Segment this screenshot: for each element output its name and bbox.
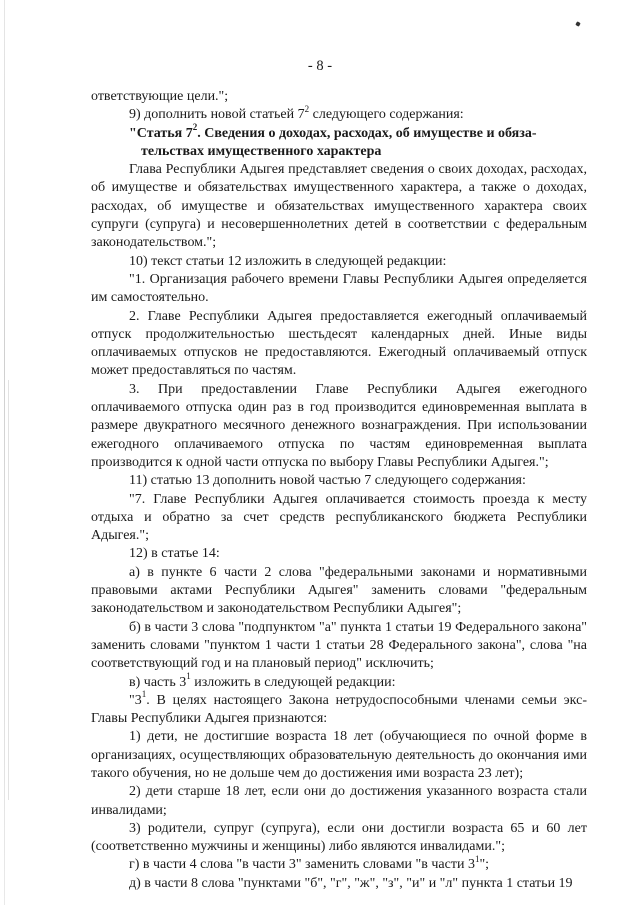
text-run: 9) дополнить новой статьей 7	[129, 107, 305, 123]
paragraph: а) в пункте 6 части 2 слова "федеральными законами и нормативными правовыми актами Республики Адыгея" заменить словами "федеральным законодательством и законодательством Республики Адыгея";	[91, 564, 587, 617]
paragraph: 12) в статье 14:	[129, 546, 220, 562]
article-heading-continuation: тельствах имущественного характера	[141, 143, 382, 159]
paragraph: "1. Организация рабочего времени Главы Республики Адыгея определяется им самостоятельно.	[91, 271, 587, 306]
scan-edge-line	[4, 0, 5, 905]
document-body	[91, 88, 587, 893]
paragraph: ответствующие цели.";	[91, 89, 229, 104]
superscript: 1	[474, 853, 480, 864]
text-run: г) в части 4 слова "в части 3" заменить словами "в части 3	[129, 857, 475, 873]
paragraph: 3. При предоставлении Главе Республики Адыгея ежегодного оплачиваемого отпуска один раз в год производится единовременная выплата в размере двукратного месячного денежного вознаграждения. При использовании ежегодного оплачиваемого отпуска по частям единовременная выплата производится к одной части отпуска по выбору Главы Республики Адыгея.";	[91, 381, 587, 470]
scan-speck	[575, 21, 580, 26]
paragraph: д) в части 8 слова "пунктами "б", "г", "ж", "з", "и" и "л" пункта 1 статьи 19	[129, 875, 573, 891]
paragraph	[91, 103, 587, 124]
paragraph: 2) дети старше 18 лет, если они до достижения указанного возраста стали инвалидами;	[91, 784, 587, 818]
text-run: "Статья 7	[129, 125, 193, 141]
paragraph	[91, 689, 587, 729]
paragraph: 11) статью 13 дополнить новой частью 7 следующего содержания:	[129, 473, 526, 489]
superscript: 1	[141, 689, 147, 700]
text-run: в) часть 3	[129, 674, 187, 690]
paragraph: б) в части 3 слова "подпунктом "а" пункта 1 статьи 19 Федерального закона" заменить словами "пунктом 1 части 1 статьи 28 Федерального закона", слова "на соответствующий год и на плановый период" исключить;	[91, 619, 587, 672]
text-run: . В целях настоящего Закона нетрудоспособными членами семьи экс-Главы Республики Адыгея признаются:	[91, 692, 587, 727]
paragraph	[91, 670, 587, 692]
paragraph: 2. Главе Республики Адыгея предоставляется ежегодный оплачиваемый отпуск продолжительностью шестьдесят календарных дней. Иные виды оплачиваемых отпусков не предоставляются. Ежегодный оплачиваемый отпуск может предоставляться по частям.	[91, 308, 587, 379]
paragraph: 10) текст статьи 12 изложить в следующей редакции:	[129, 253, 447, 269]
article-heading	[91, 121, 587, 162]
superscript: 2	[304, 103, 310, 114]
page-number: - 8 -	[307, 58, 333, 74]
text-run: ";	[479, 857, 490, 873]
superscript: 2	[192, 121, 198, 132]
superscript: 1	[186, 670, 191, 681]
paragraph: "7. Главе Республики Адыгея оплачивается стоимость проезда к месту отдыха и обратно за счет средств республиканского бюджета Республики Адыгея.";	[91, 491, 587, 544]
text-run: "3	[129, 692, 142, 708]
paragraph: 1) дети, не достигшие возраста 18 лет (обучающиеся по очной форме в организациях, осуществляющих образовательную деятельность до окончания ими такого обучения, но не дольше чем до достижения ими возраста 23 лет);	[91, 729, 587, 781]
text-run: следующего содержания:	[309, 107, 464, 123]
scan-edge-line	[8, 380, 9, 800]
paragraph: 3) родители, супруг (супруга), если они достигли возраста 65 и 60 лет (соответственно мужчины и женщины) либо являются инвалидами.";	[91, 820, 587, 855]
text-run: изложить в следующей редакции:	[190, 674, 396, 690]
paragraph: Глава Республики Адыгея представляет сведения о своих доходах, расходах, об имуществе и обязательствах имущественного характера, а также о доходах, расходах, об имуществе и обязательствах имущественного характера своих супруги (супруга) и несовершеннолетних детей в соответствии с федеральным законодательством.";	[91, 162, 587, 251]
text-run: . Сведения о доходах, расходах, об имуществе и обяза-	[197, 125, 537, 141]
paragraph	[91, 853, 587, 874]
